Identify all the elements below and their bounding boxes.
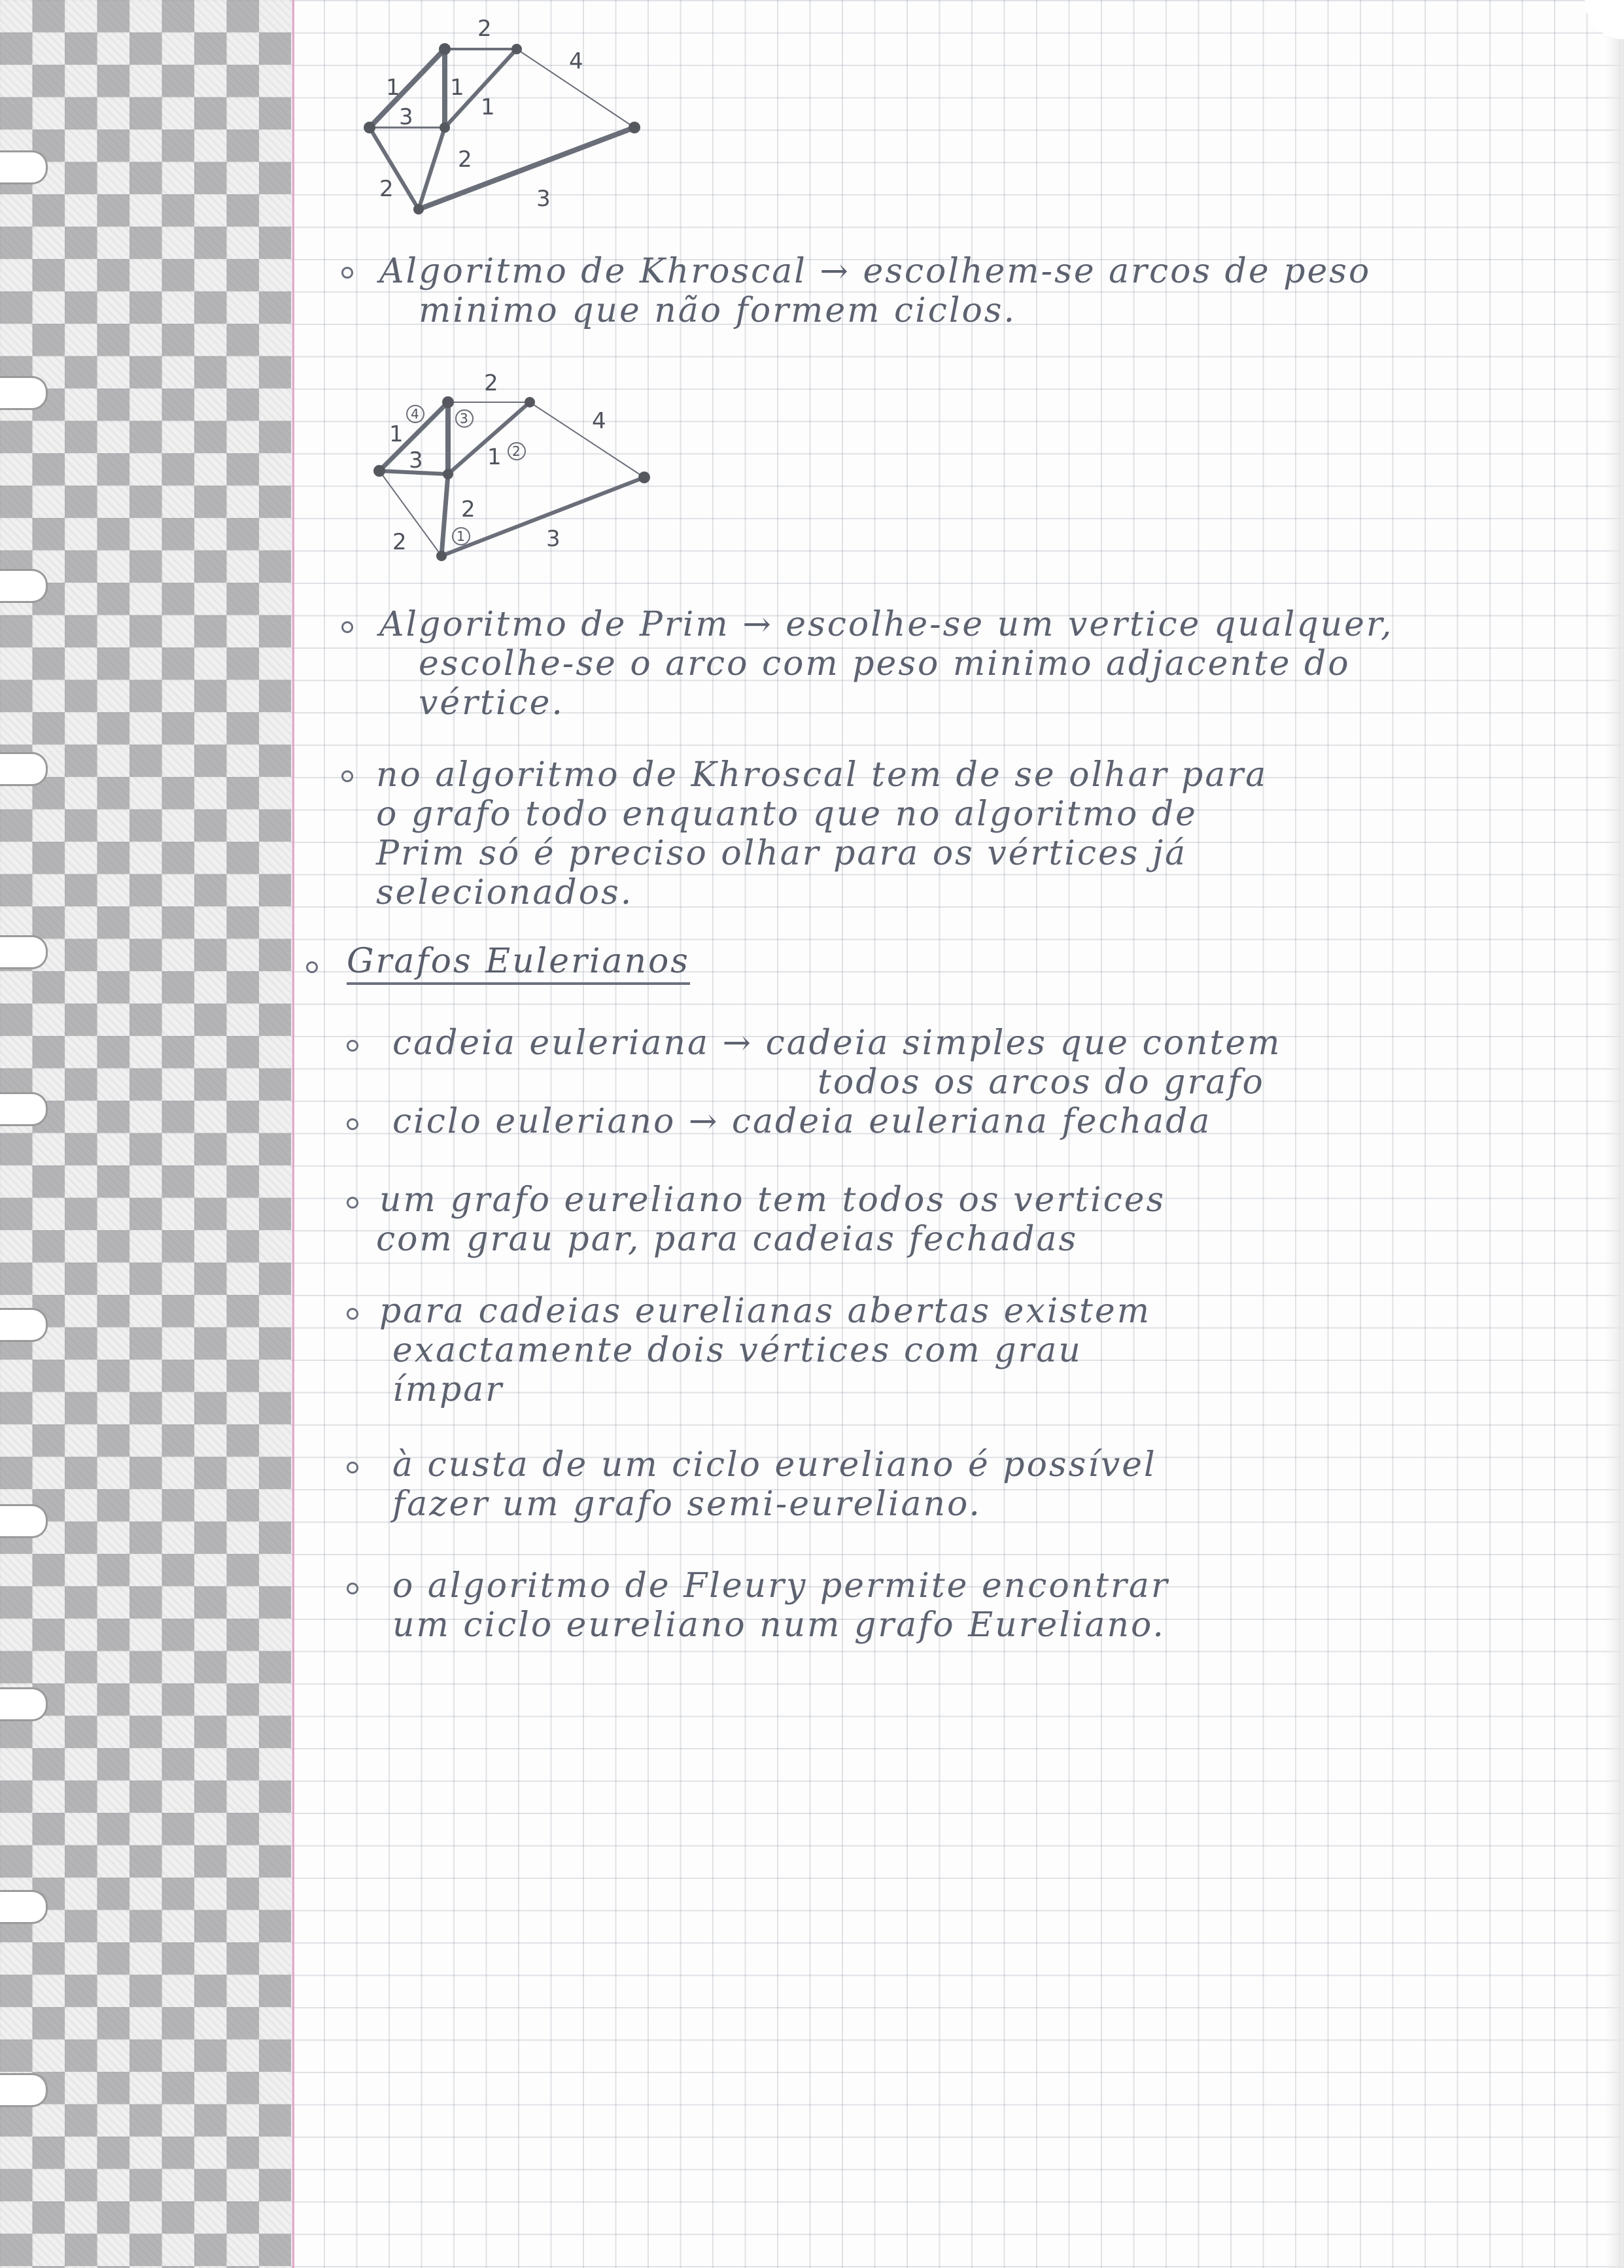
- euler-item-3-line-2: com grau par, para cadeias fechadas: [376, 1220, 1079, 1259]
- edge-weight-label: 1: [481, 94, 495, 120]
- compare-line-1: no algoritmo de Khroscal tem de se olhar para: [376, 755, 1268, 795]
- edge-weight-label: 1: [386, 75, 400, 101]
- bullet: [341, 267, 353, 279]
- edge-weight-label: 1: [450, 75, 464, 101]
- edge-weight-label: 2: [461, 496, 475, 523]
- binder-hole: [0, 376, 48, 410]
- euler-item-3-line-1: um grafo eureliano tem todos os vertices: [379, 1180, 1166, 1220]
- euler-item-1-line-2: todos os arcos do grafo: [818, 1063, 1265, 1102]
- euler-item-4-line-1: para cadeias eurelianas abertas existem: [379, 1292, 1152, 1331]
- euler-item-1-line-1: cadeia euleriana → cadeia simples que contem: [392, 1023, 1282, 1063]
- euler-item-5-line-2: fazer um grafo semi-eureliano.: [392, 1485, 982, 1524]
- bullet: [347, 1197, 358, 1209]
- edge-weight-label: 4: [592, 408, 606, 434]
- euler-item-4-line-3: ímpar: [392, 1370, 504, 1409]
- bullet: [347, 1583, 358, 1594]
- bullet: [306, 961, 318, 973]
- edge-weight-label: 3: [399, 104, 413, 130]
- edge-weight-label: 4: [569, 48, 583, 75]
- prim-line-2: escolhe-se o arco com peso minimo adjacente do: [419, 644, 1351, 683]
- bullet: [347, 1462, 358, 1473]
- edge-weight-label: 2: [458, 146, 472, 173]
- euler-item-5-line-1: à custa de um ciclo eureliano é possível: [392, 1445, 1157, 1485]
- edge-weight-label: 3: [546, 526, 561, 552]
- compare-line-2: o grafo todo enquanto que no algoritmo de: [376, 795, 1198, 834]
- binder-hole: [0, 1687, 48, 1721]
- binder-hole: [0, 1092, 48, 1126]
- selection-order-label: 3: [460, 411, 468, 426]
- binder-hole: [0, 1308, 48, 1342]
- binder-hole: [0, 1504, 48, 1538]
- euler-item-4-line-2: exactamente dois vértices com grau: [392, 1331, 1082, 1370]
- kruskal-graph-sketch: [353, 13, 654, 222]
- edge-weight-label: 2: [484, 370, 498, 396]
- section-heading: Grafos Eulerianos: [347, 942, 690, 985]
- selection-order-label: 2: [512, 443, 521, 459]
- binder-hole: [0, 935, 48, 969]
- kruskal-line-1: Algoritmo de Khroscal → escolhem-se arcos de peso: [379, 252, 1372, 291]
- binder-hole: [0, 752, 48, 786]
- margin-line: [292, 0, 294, 2268]
- euler-item-6-line-2: um ciclo eureliano num grafo Eureliano.: [392, 1606, 1166, 1645]
- binder-hole: [0, 1890, 48, 1924]
- checkered-margin: [0, 0, 291, 2268]
- binder-hole: [0, 569, 48, 603]
- prim-line-1: Algoritmo de Prim → escolhe-se um vertice qualquer,: [379, 605, 1394, 644]
- prim-line-3: vértice.: [419, 683, 564, 723]
- edge-weight-label: 1: [487, 444, 502, 470]
- bullet: [341, 621, 353, 633]
- kruskal-line-2: minimo que não formem ciclos.: [419, 291, 1016, 330]
- selection-order-label: 4: [411, 406, 419, 422]
- euler-item-2-line-1: ciclo euleriano → cadeia euleriana fechada: [392, 1102, 1212, 1141]
- edge-weight-label: 2: [379, 176, 394, 202]
- edge-weight-label: 3: [536, 186, 551, 212]
- euler-item-6-line-1: o algoritmo de Fleury permite encontrar: [392, 1566, 1169, 1606]
- page-edge: [1606, 0, 1624, 2268]
- edge-weight-label: 3: [409, 447, 423, 473]
- prim-graph-sketch: [363, 370, 664, 572]
- compare-line-4: selecionados.: [376, 873, 634, 912]
- bullet: [347, 1118, 358, 1130]
- binder-hole: [0, 2073, 48, 2107]
- binder-hole: [0, 150, 48, 184]
- bullet: [347, 1308, 358, 1320]
- bullet: [341, 770, 353, 782]
- compare-line-3: Prim só é preciso olhar para os vértices já: [376, 834, 1188, 873]
- bullet: [347, 1040, 358, 1052]
- edge-weight-label: 2: [477, 16, 492, 42]
- edge-weight-label: 1: [389, 421, 404, 447]
- edge-weight-label: 2: [392, 529, 407, 555]
- selection-order-label: 1: [457, 528, 465, 544]
